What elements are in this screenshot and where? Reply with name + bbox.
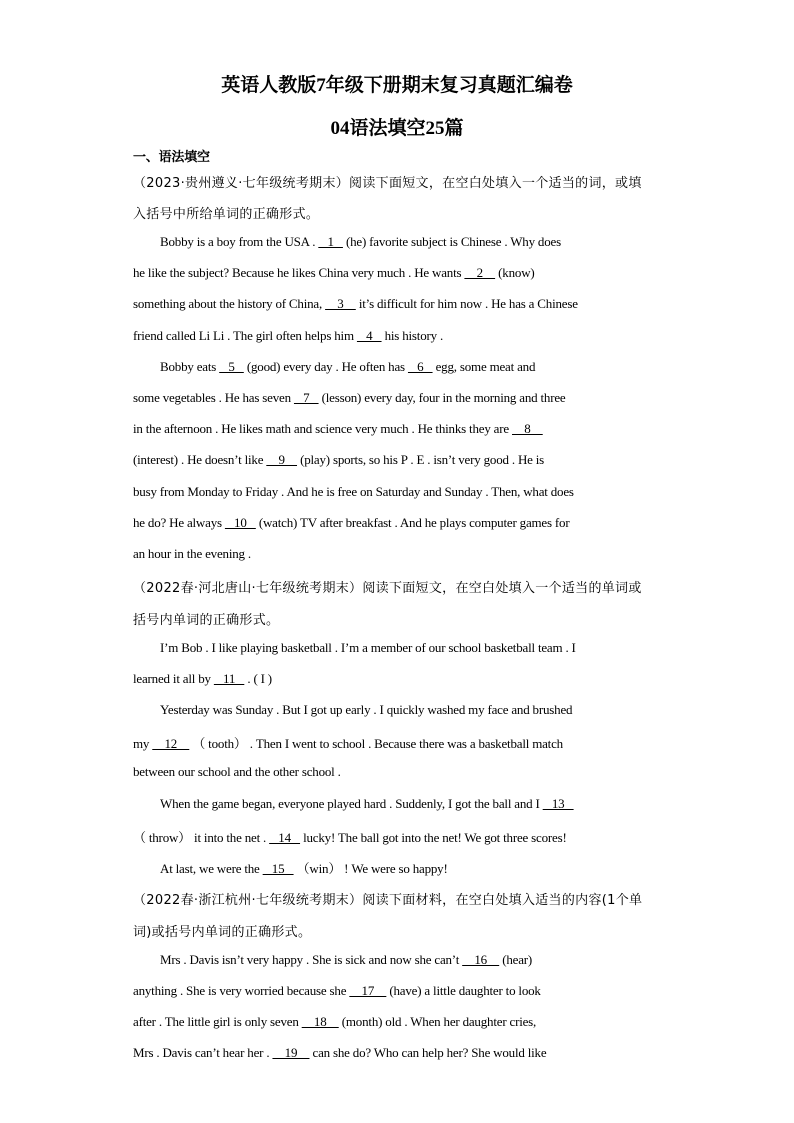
answer-blank[interactable]: 11 xyxy=(213,671,245,686)
answer-blank[interactable]: 14 xyxy=(269,830,301,845)
section-heading: 一、语法填空 xyxy=(133,150,210,165)
answer-blank[interactable]: 10 xyxy=(224,515,256,530)
passage-line: （ throw） it into the net . 14 lucky! The ball got into the net! We got three scores! xyxy=(133,830,567,845)
instruction-line: 入括号中所给单词的正确形式。 xyxy=(133,207,320,222)
passage-line: Mrs . Davis can’t hear her . 19 can she do? Who can help her? She would like xyxy=(133,1045,547,1060)
source-line: （2023·贵州遵义·七年级统考期末）阅读下面短文，在空白处填入一个适当的词，或填 xyxy=(133,176,642,191)
passage-line: (interest) . He doesn’t like 9 (play) sports, so his P . E . isn’t very good . He is xyxy=(133,452,545,467)
document-subtitle: 04语法填空25篇 xyxy=(330,118,464,139)
answer-blank[interactable]: 17 xyxy=(349,983,387,998)
instruction-line: 括号内单词的正确形式。 xyxy=(133,613,280,628)
passage-line: friend called Li Li . The girl often helps him 4 his history . xyxy=(133,328,444,343)
answer-blank[interactable]: 13 xyxy=(542,796,574,811)
answer-blank[interactable]: 8 xyxy=(512,421,543,436)
passage-line: Bobby is a boy from the USA . 1 (he) favorite subject is Chinese . Why does xyxy=(160,234,561,249)
answer-blank[interactable]: 18 xyxy=(301,1014,339,1029)
passage-line: an hour in the evening . xyxy=(133,546,251,561)
answer-blank[interactable]: 1 xyxy=(318,234,343,249)
passage-line: I’m Bob . I like playing basketball . I’m a member of our school basketball team . I xyxy=(160,640,576,655)
answer-blank[interactable]: 3 xyxy=(325,296,356,311)
answer-blank[interactable]: 15 xyxy=(262,861,294,876)
answer-blank[interactable]: 12 xyxy=(152,736,190,751)
passage-line: between our school and the other school . xyxy=(133,764,341,779)
passage-line: At last, we were the 15 （win） ! We were so happy! xyxy=(160,861,448,876)
passage-line: after . The little girl is only seven 18 (month) old . When her daughter cries, xyxy=(133,1014,537,1029)
source-line: （2022春·河北唐山·七年级统考期末）阅读下面短文，在空白处填入一个适当的单词或 xyxy=(133,581,642,596)
passage-line: in the afternoon . He likes math and science very much . He thinks they are 8 xyxy=(133,421,543,436)
passage-line: When the game began, everyone played hard . Suddenly, I got the ball and I 13 xyxy=(160,796,574,811)
passage-line: Mrs . Davis isn’t very happy . She is sick and now she can’t 16 (hear) xyxy=(160,952,533,967)
answer-blank[interactable]: 9 xyxy=(266,452,298,467)
passage-line: anything . She is very worried because she 17 (have) a little daughter to look xyxy=(133,983,541,998)
passage-line: he like the subject? Because he likes China very much . He wants 2 (know) xyxy=(133,265,535,280)
answer-blank[interactable]: 2 xyxy=(464,265,496,280)
answer-blank[interactable]: 19 xyxy=(272,1045,310,1060)
instruction-line: 词)或括号内单词的正确形式。 xyxy=(133,925,312,940)
passage-line: he do? He always 10 (watch) TV after breakfast . And he plays computer games for xyxy=(133,515,570,530)
passage-line: learned it all by 11 . ( I ) xyxy=(133,671,272,686)
answer-blank[interactable]: 4 xyxy=(356,328,382,343)
passage-line: Yesterday was Sunday . But I got up early . I quickly washed my face and brushed xyxy=(160,702,573,717)
answer-blank[interactable]: 6 xyxy=(407,359,433,374)
answer-blank[interactable]: 5 xyxy=(219,359,244,374)
answer-blank[interactable]: 16 xyxy=(462,952,500,967)
document-title: 英语人教版7年级下册期末复习真题汇编卷 xyxy=(221,75,573,96)
passage-line: some vegetables . He has seven 7 (lesson) every day, four in the morning and three xyxy=(133,390,566,405)
passage-line: busy from Monday to Friday . And he is free on Saturday and Sunday . Then, what does xyxy=(133,484,574,499)
passage-line: something about the history of China, 3 it’s difficult for him now . He has a Chinese xyxy=(133,296,578,311)
passage-line: my 12 （ tooth） . Then I went to school . Because there was a basketball match xyxy=(133,736,563,751)
source-line: （2022春·浙江杭州·七年级统考期末）阅读下面材料，在空白处填入适当的内容(1个单 xyxy=(133,893,643,908)
passage-line: Bobby eats 5 (good) every day . He often has 6 egg, some meat and xyxy=(160,359,536,374)
answer-blank[interactable]: 7 xyxy=(293,390,319,405)
